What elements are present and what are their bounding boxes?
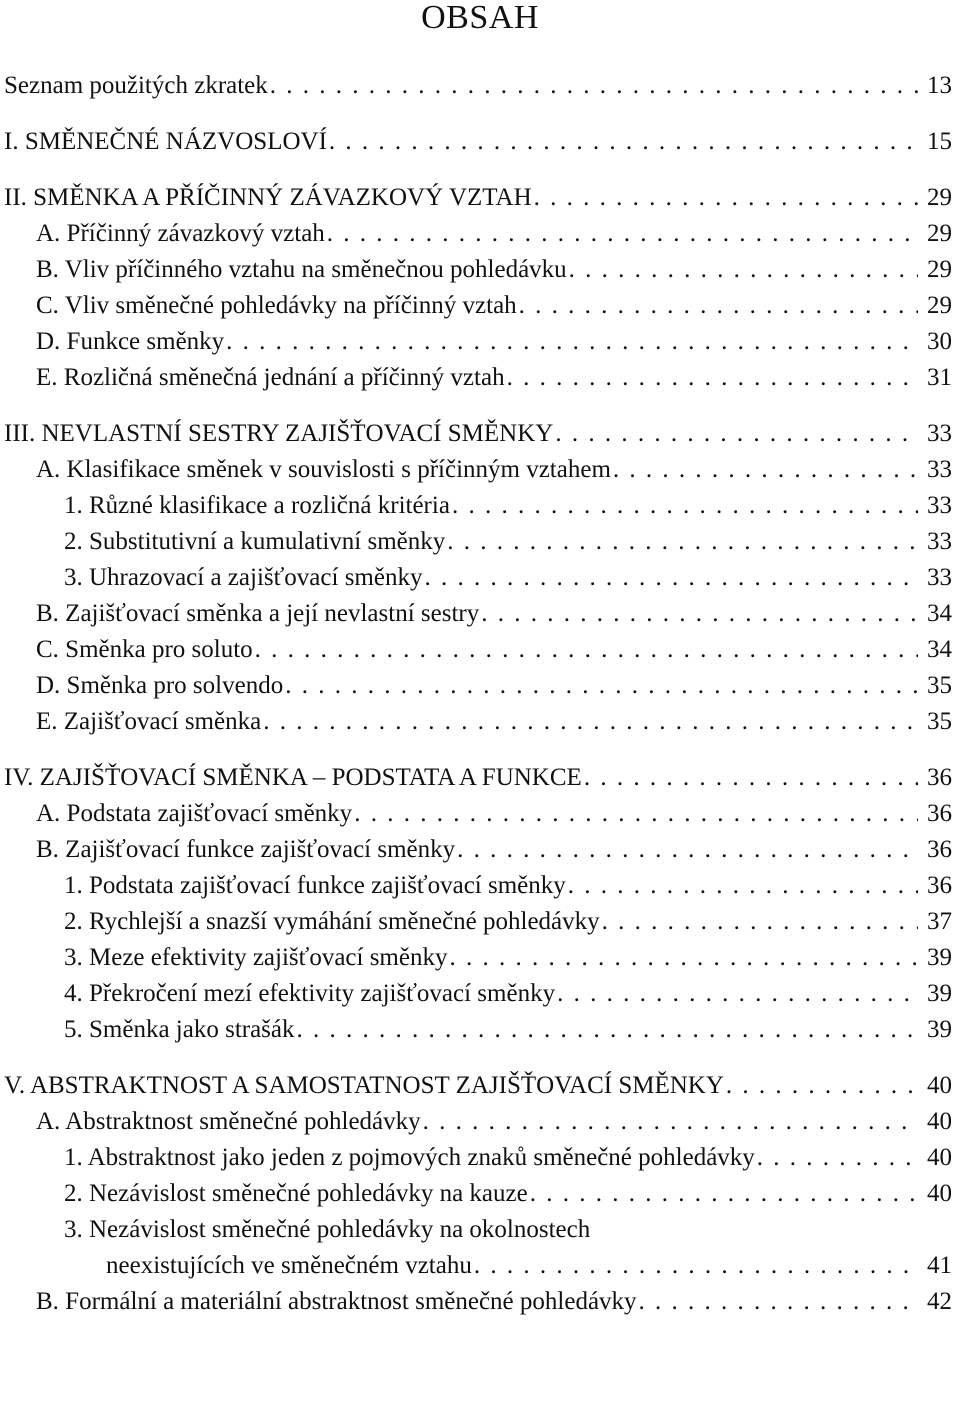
dot-leader (519, 288, 918, 324)
toc-entry-page: 35 (927, 672, 952, 699)
toc-entry-text: A. Podstata zajišťovací směnky (36, 800, 353, 827)
dot-leader (354, 796, 918, 832)
toc-entry-page: 29 (927, 292, 952, 319)
toc-entry[interactable] (4, 560, 952, 596)
toc-entry-page: 33 (927, 492, 952, 519)
toc-entry-text: D. Směnka pro solvendo (36, 672, 284, 699)
dot-leader (639, 1284, 918, 1320)
toc-entry-text: V. ABSTRAKTNOST A SAMOSTATNOST ZAJIŠŤOVACÍ SMĚNKY (4, 1072, 724, 1099)
dot-leader (329, 124, 918, 160)
toc-entry-page: 42 (927, 1288, 952, 1315)
toc-entry-page: 33 (927, 528, 952, 555)
toc-entry[interactable] (4, 180, 952, 216)
toc-entry-continuation: neexistujících ve směnečném vztahu (106, 1252, 472, 1279)
toc-entry-text: A. Klasifikace směnek v souvislosti s příčinným vztahem (36, 456, 611, 483)
toc-entry-text: 2. Nezávislost směnečné pohledávky na kauze (64, 1180, 528, 1207)
toc-entry-text: III. NEVLASTNÍ SESTRY ZAJIŠŤOVACÍ SMĚNKY (4, 420, 554, 447)
toc-entry-page: 39 (927, 1016, 952, 1043)
toc-entry-text: I. SMĚNEČNÉ NÁZVOSLOVÍ (4, 128, 327, 155)
toc-entry-text: C. Vliv směnečné pohledávky na příčinný vztah (36, 292, 517, 319)
toc-entry-page: 13 (927, 72, 952, 99)
toc-entry[interactable] (4, 832, 952, 868)
toc-entry-text: 3. Meze efektivity zajišťovací směnky (64, 944, 448, 971)
toc-entry[interactable] (4, 940, 952, 976)
dot-leader (297, 1012, 918, 1048)
toc-entry[interactable] (4, 1104, 952, 1140)
toc-entry-page: 40 (927, 1072, 952, 1099)
toc-entry[interactable] (4, 904, 952, 940)
dot-leader (423, 1104, 918, 1140)
toc-entry-page: 29 (927, 184, 952, 211)
toc-entry[interactable] (4, 452, 952, 488)
table-of-contents (4, 68, 952, 1320)
toc-entry[interactable] (4, 1068, 952, 1104)
dot-leader (557, 976, 918, 1012)
toc-entry-text: 2. Substitutivní a kumulativní směnky (64, 528, 446, 555)
toc-entry-page: 40 (927, 1180, 952, 1207)
toc-entry-text: B. Formální a materiální abstraktnost směnečné pohledávky (36, 1288, 637, 1315)
toc-entry-page: 33 (927, 420, 952, 447)
dot-leader (255, 632, 918, 668)
toc-entry-page: 40 (927, 1144, 952, 1171)
dot-leader (285, 668, 918, 704)
toc-entry[interactable] (4, 288, 952, 324)
toc-entry-page: 30 (927, 328, 952, 355)
toc-entry-text: E. Rozličná směnečná jednání a příčinný vztah (36, 364, 505, 391)
toc-entry-text: E. Zajišťovací směnka (36, 708, 262, 735)
toc-entry[interactable] (4, 68, 952, 104)
toc-entry-page: 29 (927, 220, 952, 247)
dot-leader (457, 832, 918, 868)
toc-entry-first-line[interactable] (4, 1212, 952, 1248)
dot-leader (481, 596, 918, 632)
toc-entry-text: 1. Různé klasifikace a rozličná kritéria (64, 492, 450, 519)
toc-entry[interactable] (4, 216, 952, 252)
dot-leader (263, 704, 918, 740)
toc-entry-text: D. Funkce směnky (36, 328, 225, 355)
toc-entry-text: Seznam použitých zkratek (4, 72, 268, 99)
toc-entry-text: 2. Rychlejší a snazší vymáhání směnečné pohledávky (64, 908, 600, 935)
toc-entry-page: 40 (927, 1108, 952, 1135)
toc-entry-text: 3. Uhrazovací a zajišťovací směnky (64, 564, 423, 591)
dot-leader (555, 416, 918, 452)
toc-entry-page: 33 (927, 564, 952, 591)
toc-entry[interactable] (4, 1012, 952, 1048)
toc-entry[interactable] (4, 1248, 952, 1284)
toc-entry[interactable] (4, 760, 952, 796)
toc-entry-page: 34 (927, 636, 952, 663)
dot-leader (757, 1140, 918, 1176)
toc-entry-page: 15 (927, 128, 952, 155)
toc-entry-text: 1. Podstata zajišťovací funkce zajišťovací směnky (64, 872, 566, 899)
toc-entry-page: 36 (927, 764, 952, 791)
toc-entry[interactable] (4, 252, 952, 288)
toc-entry[interactable] (4, 796, 952, 832)
dot-leader (530, 1176, 918, 1212)
toc-entry-page: 39 (927, 980, 952, 1007)
toc-entry-page: 36 (927, 872, 952, 899)
toc-entry-page: 29 (927, 256, 952, 283)
dot-leader (534, 180, 918, 216)
toc-entry-page: 31 (927, 364, 952, 391)
toc-entry[interactable] (4, 976, 952, 1012)
toc-entry-page: 36 (927, 836, 952, 863)
toc-entry[interactable] (4, 1176, 952, 1212)
dot-leader (449, 940, 918, 976)
toc-entry[interactable] (4, 1140, 952, 1176)
toc-entry[interactable] (4, 632, 952, 668)
dot-leader (507, 360, 918, 396)
toc-entry-text: 5. Směnka jako strašák (64, 1016, 295, 1043)
dot-leader (474, 1248, 918, 1284)
toc-entry[interactable] (4, 124, 952, 160)
dot-leader (447, 524, 918, 560)
toc-entry-page: 37 (927, 908, 952, 935)
toc-entry-text: II. SMĚNKA A PŘÍČINNÝ ZÁVAZKOVÝ VZTAH (4, 184, 532, 211)
toc-entry[interactable] (4, 868, 952, 904)
toc-entry-page: 39 (927, 944, 952, 971)
dot-leader (569, 252, 918, 288)
toc-entry[interactable] (4, 416, 952, 452)
toc-entry-page: 34 (927, 600, 952, 627)
dot-leader (602, 904, 918, 940)
toc-entry-page: 36 (927, 800, 952, 827)
toc-entry-text: A. Abstraktnost směnečné pohledávky (36, 1108, 421, 1135)
toc-entry[interactable] (4, 704, 952, 740)
toc-entry-text: 4. Překročení mezí efektivity zajišťovací směnky (64, 980, 556, 1007)
toc-entry-text: A. Příčinný závazkový vztah (36, 220, 325, 247)
toc-entry[interactable] (4, 524, 952, 560)
dot-leader (568, 868, 918, 904)
toc-entry-page: 41 (927, 1252, 952, 1279)
dot-leader (226, 324, 918, 360)
toc-entry[interactable] (4, 488, 952, 524)
toc-entry[interactable] (4, 668, 952, 704)
dot-leader (424, 560, 918, 596)
toc-entry-text: IV. ZAJIŠŤOVACÍ SMĚNKA – PODSTATA A FUNKCE (4, 764, 582, 791)
toc-entry-text: B. Vliv příčinného vztahu na směnečnou pohledávku (36, 256, 567, 283)
toc-entry[interactable] (4, 596, 952, 632)
dot-leader (452, 488, 918, 524)
dot-leader (584, 760, 918, 796)
page-title: OBSAH (421, 0, 539, 36)
toc-entry-text: B. Zajišťovací směnka a její nevlastní sestry (36, 600, 480, 627)
toc-entry-text: 1. Abstraktnost jako jeden z pojmových znaků směnečné pohledávky (64, 1144, 755, 1171)
dot-leader (270, 68, 918, 104)
toc-entry-text: 3. Nezávislost směnečné pohledávky na okolnostech (64, 1216, 591, 1243)
toc-entry-page: 35 (927, 708, 952, 735)
dot-leader (726, 1068, 918, 1104)
dot-leader (327, 216, 918, 252)
toc-entry[interactable] (4, 324, 952, 360)
toc-entry[interactable] (4, 1284, 952, 1320)
toc-entry[interactable] (4, 360, 952, 396)
dot-leader (613, 452, 918, 488)
toc-entry-page: 33 (927, 456, 952, 483)
toc-entry-text: C. Směnka pro soluto (36, 636, 253, 663)
toc-entry-text: B. Zajišťovací funkce zajišťovací směnky (36, 836, 456, 863)
